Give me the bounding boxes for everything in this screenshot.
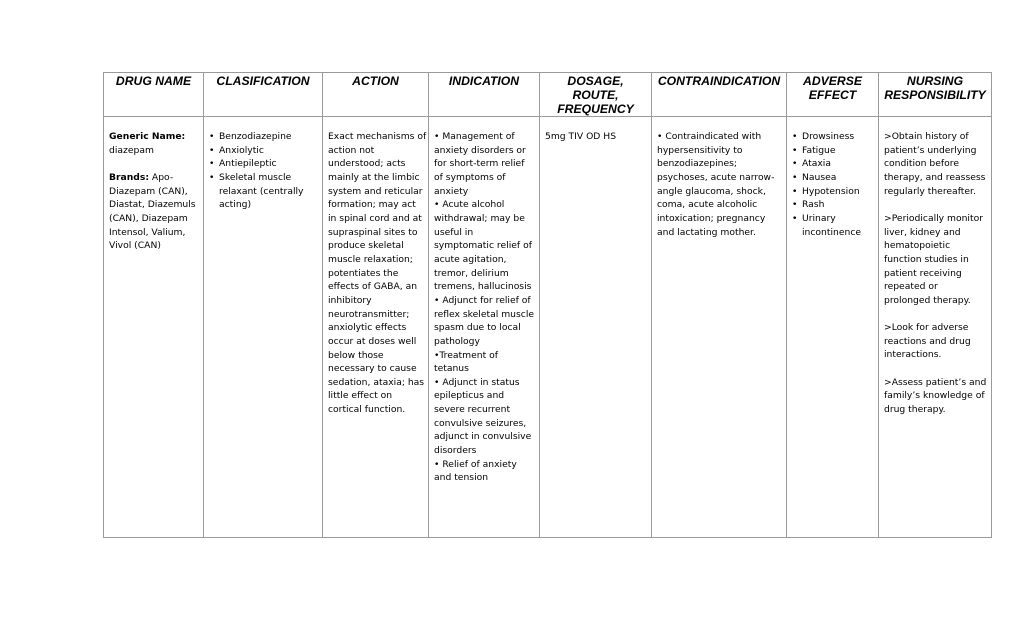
classification-item: Antiepileptic <box>219 158 277 170</box>
indication-text-line: reflex skeletal muscle <box>434 308 535 320</box>
header-label-line: INDICATION <box>448 74 520 88</box>
header-label-line: CLASIFICATION <box>216 74 310 88</box>
adverse-effect-item: Fatigue <box>802 144 836 156</box>
header-classification <box>204 73 323 117</box>
action-text-line: inhibitory <box>328 294 372 306</box>
bullet-icon: • <box>792 212 798 224</box>
indication-text-line: • Acute alcohol <box>434 199 505 211</box>
indication-text-line: anxiety <box>434 185 469 197</box>
nursing-text-line: >Obtain history of <box>884 131 969 142</box>
bullet-icon: • <box>209 131 215 142</box>
indication-text-line: convulsive seizures, <box>434 417 527 429</box>
action-text-line: in spinal cord and at <box>328 212 422 224</box>
contraindication-text-line: • Contraindicated with <box>657 131 762 142</box>
header-label-line: ACTION <box>352 74 399 88</box>
bullet-icon: • <box>209 158 215 170</box>
header-label-line: ADVERSE <box>803 74 862 88</box>
cell-contraindication <box>652 117 787 538</box>
action-text-line: below those <box>328 349 384 361</box>
classification-item: acting) <box>219 199 252 211</box>
nursing-text-line: patient receiving <box>884 267 962 279</box>
action-text-line: anxiolytic effects <box>328 322 407 334</box>
contraindication-text-line: hypersensitivity to <box>657 144 743 156</box>
bullet-icon: • <box>792 185 798 197</box>
indication-text-line: of symptoms of <box>434 171 506 183</box>
action-text-line: Exact mechanisms of <box>328 131 427 142</box>
header-label-line: DRUG NAME <box>115 74 192 88</box>
indication-text-line: acute agitation, <box>434 253 507 265</box>
indication-text-line: and tension <box>434 472 489 484</box>
header-label-line: NURSING <box>906 74 964 88</box>
adverse-effect-item: incontinence <box>802 226 862 238</box>
nursing-text-line: >Periodically monitor <box>884 212 983 224</box>
classification-item: Anxiolytic <box>219 144 264 156</box>
brands-line: Vivol (CAN) <box>109 240 161 252</box>
cell-adverse-effect <box>787 117 879 538</box>
indication-text-line: useful in <box>434 226 474 238</box>
indication-text-line: • Adjunct for relief of <box>434 294 531 306</box>
contraindication-text-line: psychoses, acute narrow- <box>657 171 775 183</box>
header-indication <box>429 73 540 117</box>
nursing-text-line: >Assess patient’s and <box>884 376 987 388</box>
adverse-effect-item: Hypotension <box>802 185 860 197</box>
action-text-line: effects of GABA, an <box>328 281 418 293</box>
cell-indication <box>429 117 540 538</box>
indication-text-line: tremens, hallucinosis <box>434 281 532 293</box>
action-text-line: mainly at the limbic <box>328 171 420 183</box>
header-dosage <box>540 73 652 117</box>
bullet-icon: • <box>792 131 798 142</box>
indication-text-line: disorders <box>434 445 477 457</box>
brands-line: Diazepam (CAN), <box>109 185 188 197</box>
indication-text-line: for short-term relief <box>434 158 525 170</box>
indication-text-line: spasm due to local <box>434 322 521 334</box>
nursing-text-line: function studies in <box>884 253 969 265</box>
indication-text-line: • Relief of anxiety <box>434 458 517 470</box>
adverse-effect-item: Nausea <box>802 171 837 183</box>
dosage-text: 5mg TIV OD HS <box>545 131 617 142</box>
action-text-line: supraspinal sites to <box>328 226 418 238</box>
contraindication-text-line: coma, acute alcoholic <box>657 199 758 211</box>
nursing-text-line: interactions. <box>884 349 942 361</box>
action-text-line: formation; may act <box>328 199 416 211</box>
indication-text-line: pathology <box>434 335 480 347</box>
cell-drug-name <box>104 117 204 538</box>
action-text-line: system and reticular <box>328 185 423 197</box>
nursing-text-line: therapy, and reassess <box>884 171 986 183</box>
contraindication-text-line: angle glaucoma, shock, <box>657 185 766 197</box>
adverse-effect-item: Urinary <box>802 212 836 224</box>
classification-item: relaxant (centrally <box>219 185 304 197</box>
action-text-line: understood; acts <box>328 158 406 170</box>
header-drug-name <box>104 73 204 117</box>
cell-dosage <box>540 117 652 538</box>
brands-line: (CAN), Diazepam <box>109 212 188 224</box>
contraindication-text-line: benzodiazepines; <box>657 158 737 170</box>
bullet-icon: • <box>792 199 798 211</box>
brands-line: Apo- <box>149 171 174 183</box>
indication-text-line: •Treatment of <box>434 349 498 361</box>
nursing-text-line: reactions and drug <box>884 335 971 347</box>
nursing-text-line: prolonged therapy. <box>884 294 971 306</box>
brands-line: Intensol, Valium, <box>109 226 186 238</box>
generic-name-label: Generic Name: <box>109 131 186 142</box>
indication-text-line: adjunct in convulsive <box>434 431 532 443</box>
header-label-line: DOSAGE, <box>567 74 624 88</box>
brands-line: Diastat, Diazemuls <box>109 199 196 211</box>
nursing-text-line: family’s knowledge of <box>884 390 985 402</box>
bullet-icon: • <box>209 144 215 156</box>
header-action <box>323 73 429 117</box>
header-label-line: EFFECT <box>808 88 857 102</box>
bullet-icon: • <box>792 144 798 156</box>
header-label-line: RESPONSIBILITY <box>884 88 986 102</box>
indication-text-line: • Adjunct in status <box>434 376 520 388</box>
action-text-line: muscle relaxation; <box>328 253 413 265</box>
bullet-icon: • <box>792 158 798 170</box>
action-text-line: potentiates the <box>328 267 399 279</box>
header-label-line: CONTRAINDICATION <box>657 74 781 88</box>
drug-row <box>104 117 992 538</box>
action-text-line: necessary to cause <box>328 363 417 375</box>
indication-text-line: severe recurrent <box>434 404 511 416</box>
nursing-text-line: patient’s underlying <box>884 144 977 156</box>
contraindication-text-line: and lactating mother. <box>657 226 756 238</box>
header-adverse-effect <box>787 73 879 117</box>
drug-study-table <box>103 72 992 538</box>
nursing-text-line: hematopoietic <box>884 240 951 252</box>
nursing-text-line: condition before <box>884 158 959 170</box>
classification-item: Benzodiazepine <box>219 131 292 142</box>
bullet-icon: • <box>209 171 215 183</box>
nursing-text-line: liver, kidney and <box>884 226 961 238</box>
action-text-line: occur at doses well <box>328 335 417 347</box>
header-contraindication <box>652 73 787 117</box>
bullet-icon: • <box>792 171 798 183</box>
action-text-line: neurotransmitter; <box>328 308 410 320</box>
nursing-text-line: regularly thereafter. <box>884 185 976 197</box>
indication-text-line: withdrawal; may be <box>434 212 525 224</box>
indication-text-line: symptomatic relief of <box>434 240 532 252</box>
action-text-line: cortical function. <box>328 404 406 416</box>
classification-item: Skeletal muscle <box>219 171 292 183</box>
header-nursing-responsibility <box>879 73 992 117</box>
indication-text-line: epilepticus and <box>434 390 505 402</box>
indication-text-line: tremor, delirium <box>434 267 509 279</box>
cell-nursing-responsibility <box>879 117 992 538</box>
generic-name-value: diazepam <box>109 144 154 156</box>
indication-text-line: anxiety disorders or <box>434 144 526 156</box>
nursing-text-line: repeated or <box>884 281 938 293</box>
adverse-effect-item: Rash <box>802 199 825 211</box>
adverse-effect-item: Ataxia <box>802 158 831 170</box>
adverse-effect-item: Drowsiness <box>802 131 855 142</box>
action-text-line: little effect on <box>328 390 393 402</box>
cell-action <box>323 117 429 538</box>
header-label-line: ROUTE, <box>572 88 619 102</box>
header-row <box>104 73 992 117</box>
nursing-text-line: drug therapy. <box>884 404 946 416</box>
brands-label: Brands: <box>109 171 149 183</box>
action-text-line: action not <box>328 144 375 156</box>
action-text-line: sedation, ataxia; has <box>328 376 425 388</box>
contraindication-text-line: intoxication; pregnancy <box>657 212 766 224</box>
header-label-line: FREQUENCY <box>557 102 634 116</box>
indication-text-line: • Management of <box>434 131 515 142</box>
action-text-line: produce skeletal <box>328 240 404 252</box>
cell-classification <box>204 117 323 538</box>
indication-text-line: tetanus <box>434 363 469 375</box>
nursing-text-line: >Look for adverse <box>884 322 969 334</box>
